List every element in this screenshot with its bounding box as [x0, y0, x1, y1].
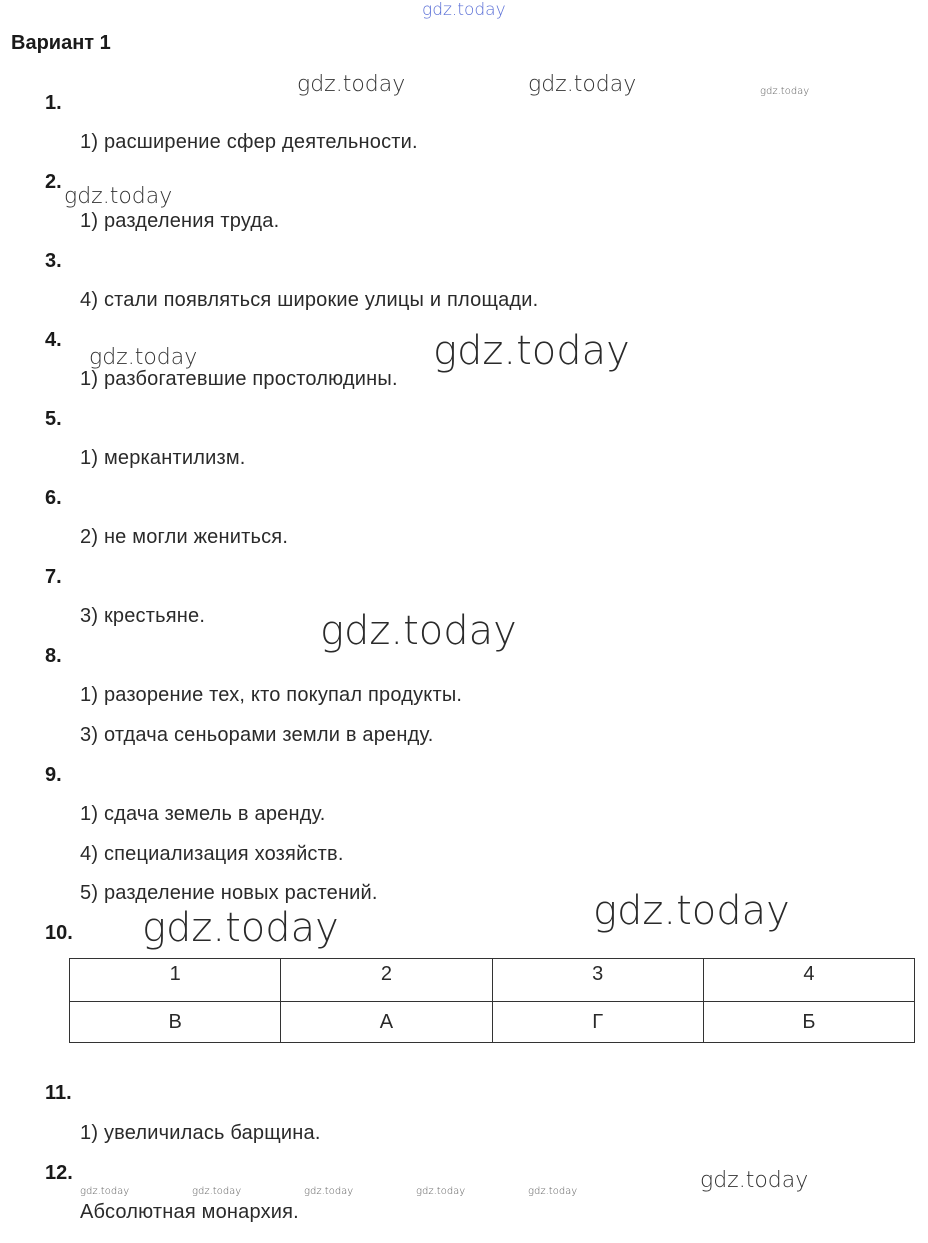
watermark: gdz.today — [700, 1168, 809, 1193]
answer-table — [69, 958, 915, 1043]
table-cell: Б — [703, 1002, 914, 1043]
answer-text: 3) отдача сеньорами земли в аренду. — [80, 724, 434, 746]
watermark: gdz.today — [89, 345, 198, 370]
answer-text: 1) разорение тех, кто покупал продукты. — [80, 684, 463, 706]
answer-text: 1) меркантилизм. — [80, 447, 246, 469]
table-cell: В — [70, 1002, 281, 1043]
watermark-top: gdz.today — [422, 0, 506, 20]
watermark: gdz.today — [593, 888, 790, 934]
watermark: gdz.today — [528, 1186, 578, 1197]
watermark: gdz.today — [297, 72, 406, 97]
question-number: 9. — [45, 764, 62, 786]
table-header-cell: 1 — [70, 959, 281, 1002]
answer-text: 1) разделения труда. — [80, 210, 280, 232]
question-number: 5. — [45, 408, 62, 430]
question-number: 7. — [45, 566, 62, 588]
answer-text: 1) расширение сфер деятельности. — [80, 131, 418, 153]
watermark: gdz.today — [528, 72, 637, 97]
watermark: gdz.today — [142, 905, 339, 951]
answer-text: 5) разделение новых растений. — [80, 882, 378, 904]
table-row — [70, 959, 915, 1002]
answer-text: 4) стали появляться широкие улицы и площади. — [80, 289, 539, 311]
watermark: gdz.today — [80, 1186, 130, 1197]
watermark: gdz.today — [416, 1186, 466, 1197]
table-row — [70, 1002, 915, 1043]
watermark: gdz.today — [304, 1186, 354, 1197]
question-number: 12. — [45, 1162, 73, 1184]
table-cell: А — [281, 1002, 492, 1043]
answer-text: 3) крестьяне. — [80, 605, 206, 627]
table-header-cell: 4 — [703, 959, 914, 1002]
table-cell: Г — [492, 1002, 703, 1043]
question-number: 3. — [45, 250, 62, 272]
watermark: gdz.today — [64, 184, 173, 209]
answer-text: 2) не могли жениться. — [80, 526, 289, 548]
question-number: 8. — [45, 645, 62, 667]
answer-text: 1) увеличилась барщина. — [80, 1122, 321, 1144]
question-number: 2. — [45, 171, 62, 193]
question-number: 10. — [45, 922, 73, 944]
table-header-cell: 3 — [492, 959, 703, 1002]
answer-text: Абсолютная монархия. — [80, 1201, 299, 1223]
answer-text: 4) специализация хозяйств. — [80, 843, 344, 865]
watermark: gdz.today — [320, 608, 517, 654]
answer-text: 1) сдача земель в аренду. — [80, 803, 326, 825]
table-header-cell: 2 — [281, 959, 492, 1002]
question-number: 1. — [45, 92, 62, 114]
question-number: 11. — [45, 1082, 72, 1104]
page-title: Вариант 1 — [11, 32, 111, 54]
watermark: gdz.today — [433, 328, 630, 374]
answer-text: 1) разбогатевшие простолюдины. — [80, 368, 398, 390]
watermark: gdz.today — [192, 1186, 242, 1197]
question-number: 6. — [45, 487, 62, 509]
watermark: gdz.today — [760, 86, 810, 97]
question-number: 4. — [45, 329, 62, 351]
